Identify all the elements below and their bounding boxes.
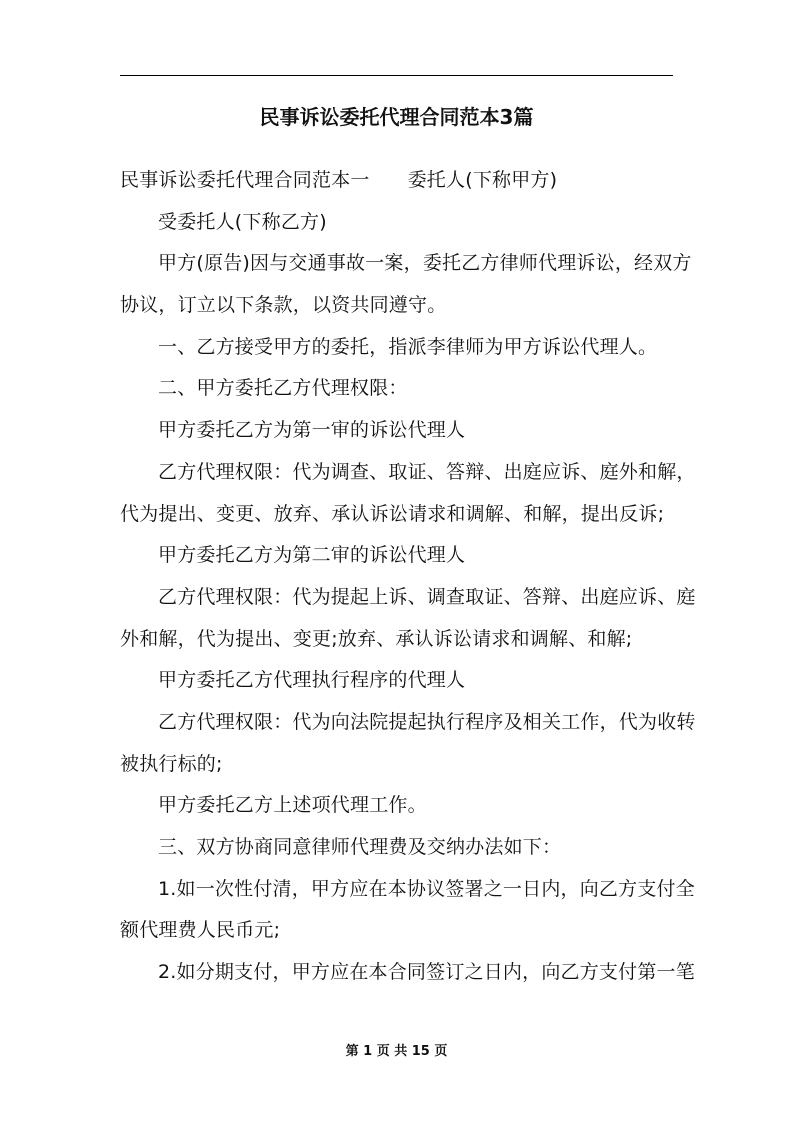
text-line: 1.如一次性付清，甲方应在本协议签署之一日内，向乙方支付全 <box>158 877 695 900</box>
text-line: 甲方(原告)因与交通事故一案，委托乙方律师代理诉讼，经双方 <box>158 252 692 275</box>
text-line: 协议，订立以下条款，以资共同遵守。 <box>120 294 447 317</box>
text-line: 代为提出、变更、放弃、承认诉讼请求和调解、和解，提出反诉; <box>120 502 665 525</box>
document-body <box>120 160 696 994</box>
text-line: 额代理费人民币元; <box>120 919 281 942</box>
principal-label: 委托人(下称甲方) <box>407 169 558 191</box>
text-line: 三、双方协商同意律师代理费及交纳办法如下： <box>158 836 562 858</box>
header-rule <box>120 75 673 76</box>
text-line: 甲方委托乙方为第二审的诉讼代理人 <box>158 544 466 567</box>
document-title: 民事诉讼委托代理合同范本3篇 <box>259 105 534 129</box>
text-line: 乙方代理权限：代为向法院提起执行程序及相关工作，代为收转 <box>158 710 696 733</box>
text-line <box>120 160 673 202</box>
text-line: 2.如分期支付，甲方应在本合同签订之日内，向乙方支付第一笔 <box>158 961 695 984</box>
section-heading: 民事诉讼委托代理合同范本一 <box>120 169 370 191</box>
page-number: 第 1 页 共 15 页 <box>345 1044 448 1059</box>
text-line: 乙方代理权限：代为调查、取证、答辩、出庭应诉、庭外和解， <box>158 460 696 483</box>
text-line: 二、甲方委托乙方代理权限： <box>158 377 408 400</box>
text-line: 乙方代理权限：代为提起上诉、调查取证、答辩、出庭应诉、庭 <box>158 585 696 608</box>
text-line: 甲方委托乙方上述项代理工作。 <box>158 794 427 817</box>
text-line: 甲方委托乙方为第一审的诉讼代理人 <box>158 419 466 442</box>
text-line: 外和解，代为提出、变更;放弃、承认诉讼请求和调解、和解; <box>120 627 633 650</box>
text-line: 受委托人(下称乙方) <box>158 210 327 233</box>
text-line: 甲方委托乙方代理执行程序的代理人 <box>158 669 466 692</box>
text-line: 一、乙方接受甲方的委托，指派李律师为甲方诉讼代理人。 <box>158 335 658 358</box>
text-line: 被执行标的; <box>120 752 223 775</box>
